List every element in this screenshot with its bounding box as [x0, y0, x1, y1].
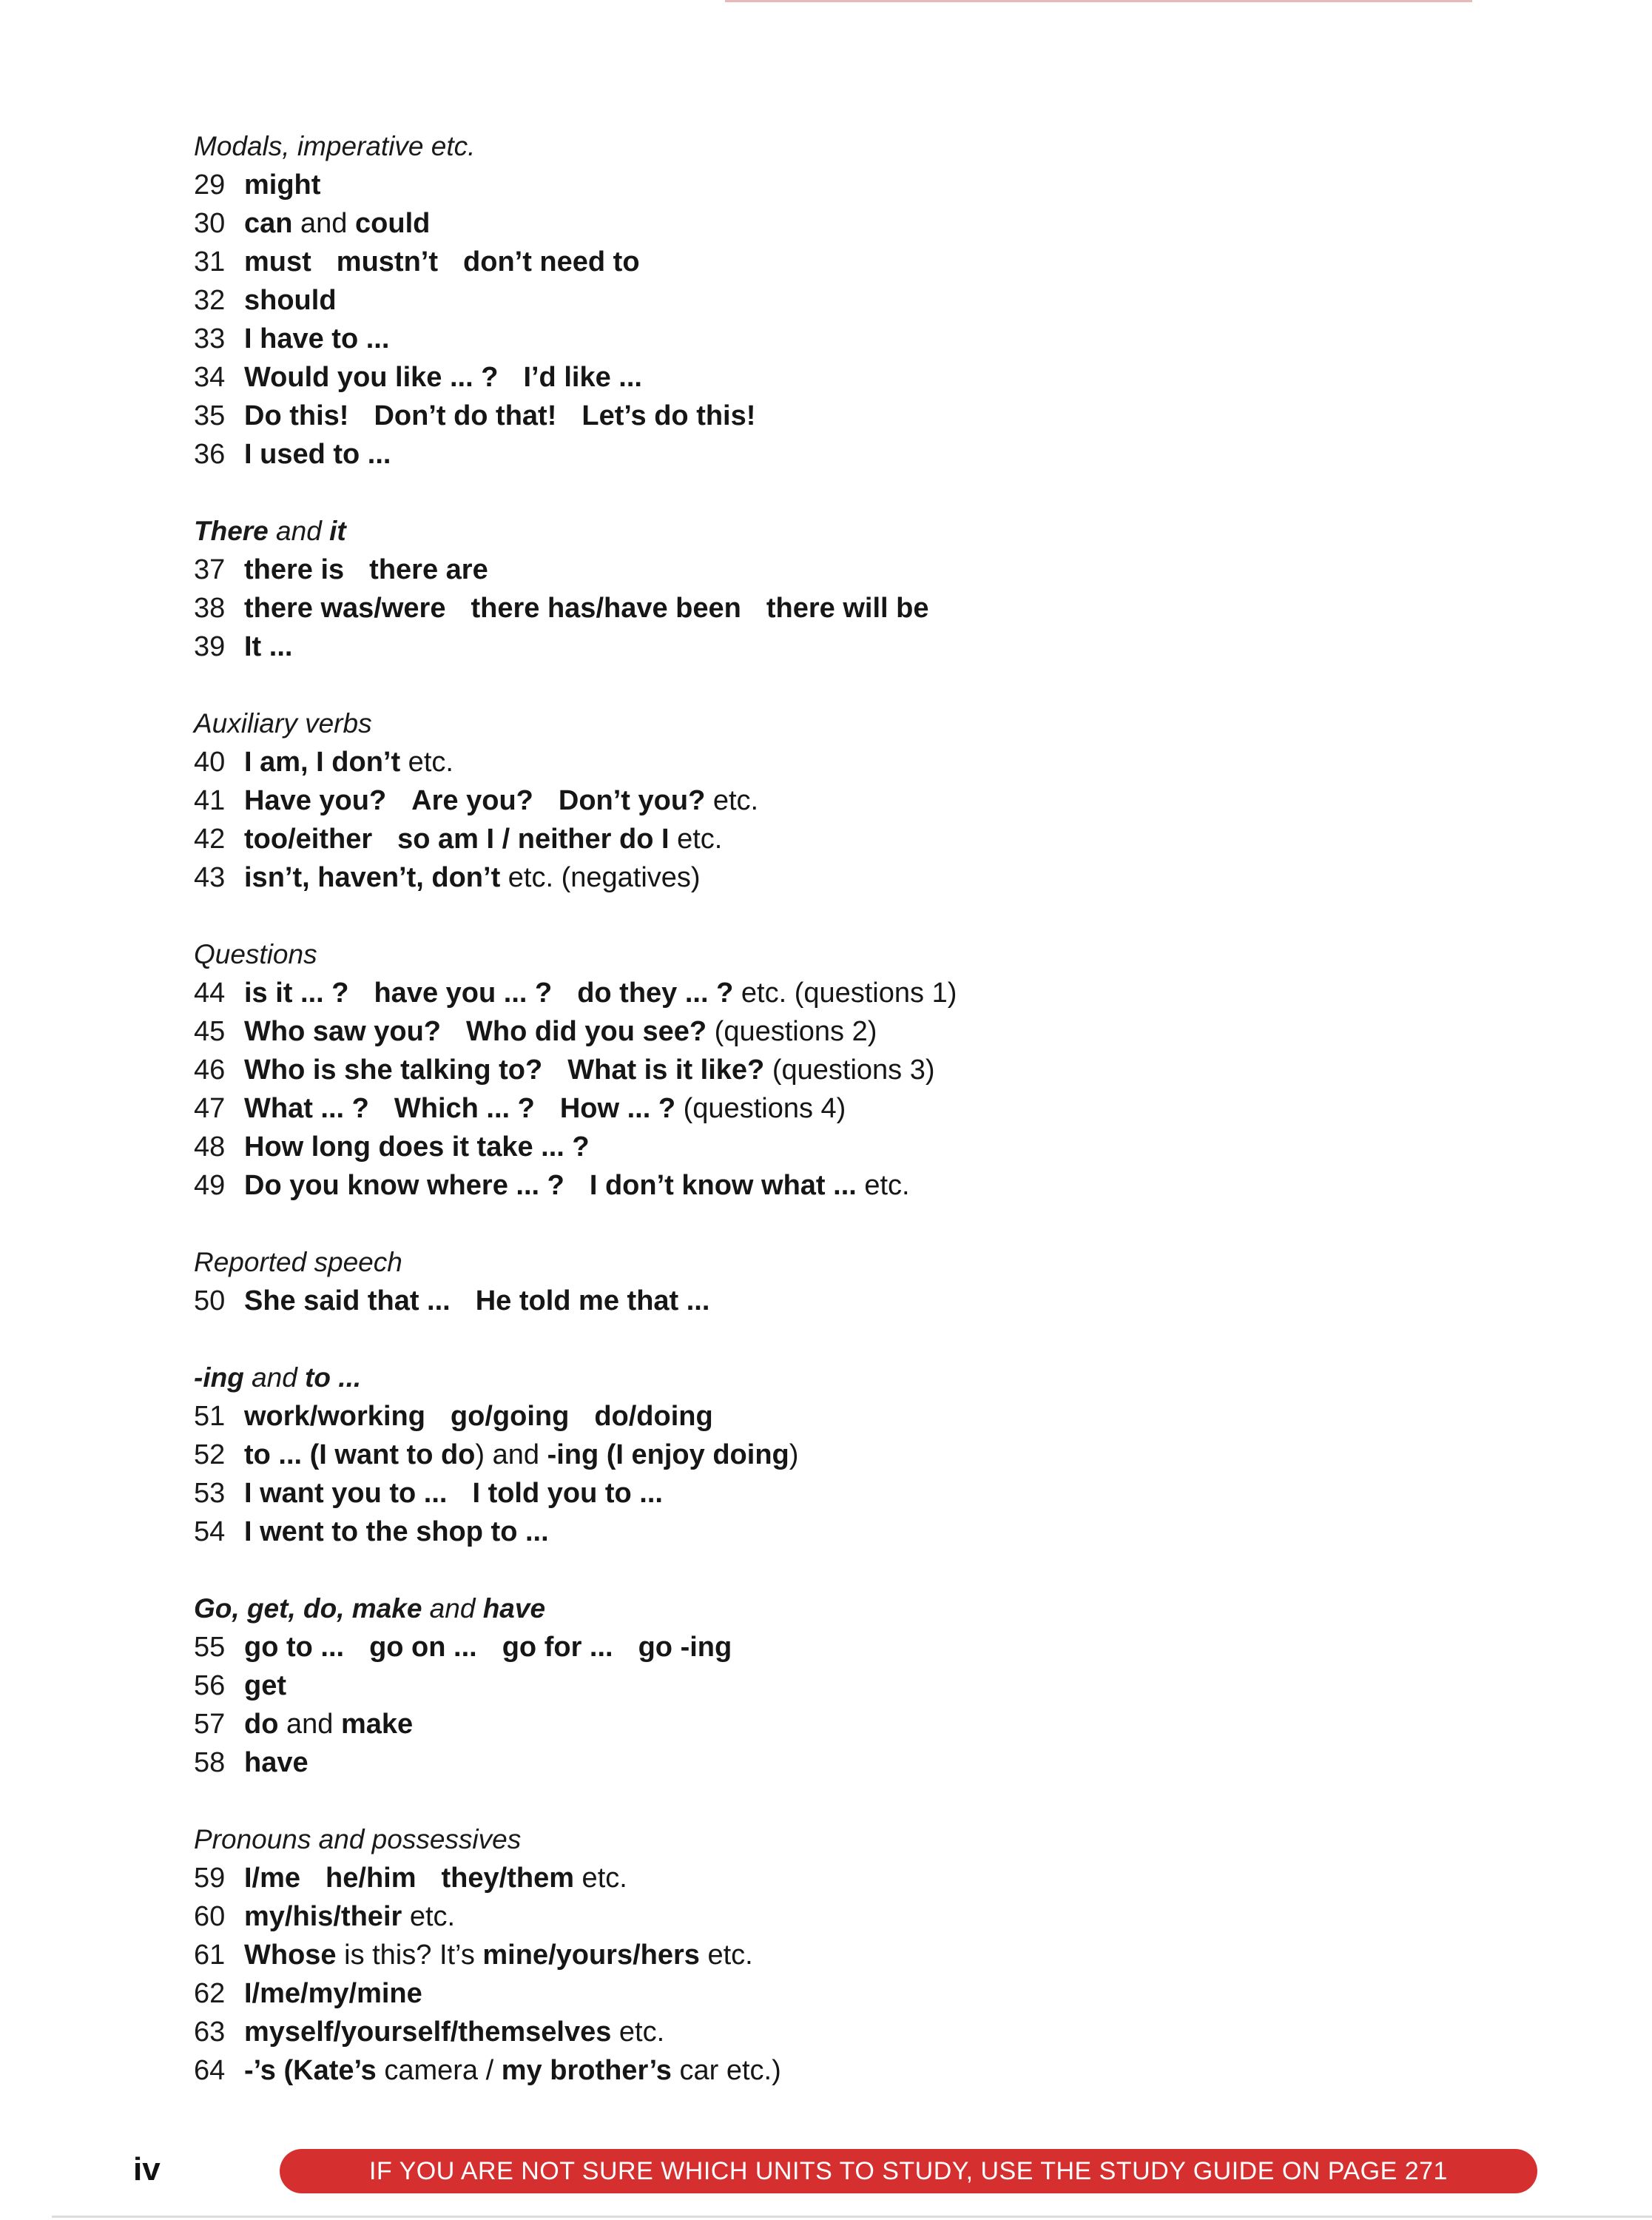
- unit-number: 39: [194, 631, 226, 662]
- unit-title-text: car etc.): [671, 2055, 781, 2086]
- unit-title-text: -ing (I enjoy doing: [547, 1439, 789, 1470]
- unit-title-text: is it ... ?: [244, 978, 349, 1009]
- unit-title-text: my/his/their: [244, 1901, 402, 1932]
- unit-number: 44: [194, 978, 226, 1009]
- section: [194, 1359, 1525, 1551]
- unit-entry[interactable]: [194, 320, 1525, 358]
- unit-title-text: my brother’s: [501, 2055, 672, 2086]
- unit-entry[interactable]: [194, 281, 1525, 320]
- section: [194, 1590, 1525, 1782]
- unit-title-text: Who saw you?: [244, 1016, 441, 1047]
- page-number: iv: [133, 2151, 161, 2187]
- unit-title-text: go -ing: [638, 1632, 732, 1663]
- unit-number: 60: [194, 1901, 226, 1932]
- top-rule: [725, 0, 1472, 2]
- unit-entry[interactable]: [194, 166, 1525, 204]
- unit-number: 57: [194, 1709, 226, 1740]
- unit-entry[interactable]: [194, 243, 1525, 281]
- unit-entry[interactable]: [194, 820, 1525, 858]
- unit-title-text: etc.: [574, 1863, 627, 1894]
- section: [194, 127, 1525, 474]
- unit-title-text: What is it like?: [567, 1054, 765, 1086]
- unit-title-text: so am I / neither do I: [397, 824, 670, 855]
- unit-title-text: etc. (negatives): [500, 862, 701, 893]
- unit-entry[interactable]: [194, 1397, 1525, 1436]
- unit-title-text: etc.: [856, 1170, 910, 1201]
- unit-title-text: Do this!: [244, 400, 349, 431]
- unit-title-text: (questions 2): [707, 1016, 877, 1047]
- unit-title-text: etc.: [699, 1940, 753, 1971]
- unit-title-text: I told you to ...: [472, 1478, 663, 1509]
- unit-entry[interactable]: [194, 1628, 1525, 1666]
- unit-title-text: should: [244, 285, 337, 316]
- unit-entry[interactable]: [194, 781, 1525, 820]
- section-title: [194, 512, 1525, 551]
- section-title-part: -ing: [194, 1362, 244, 1393]
- section-title-part: and: [422, 1593, 483, 1624]
- unit-title-text: there has/have been: [471, 593, 741, 624]
- unit-number: 48: [194, 1131, 226, 1163]
- unit-title-text: might: [244, 169, 321, 201]
- unit-entry[interactable]: [194, 1859, 1525, 1897]
- unit-title-text: (questions 3): [764, 1054, 935, 1086]
- unit-title-text: do they ... ?: [577, 978, 734, 1009]
- unit-entry[interactable]: [194, 435, 1525, 474]
- unit-entry[interactable]: [194, 1474, 1525, 1513]
- unit-entry[interactable]: [194, 974, 1525, 1012]
- unit-entry[interactable]: [194, 858, 1525, 897]
- unit-title-text: Let’s do this!: [581, 400, 756, 431]
- section-title-part: Questions: [194, 939, 317, 969]
- unit-entry[interactable]: [194, 1128, 1525, 1166]
- unit-title-text: camera /: [376, 2055, 502, 2086]
- unit-number: 55: [194, 1632, 226, 1663]
- unit-entry[interactable]: [194, 397, 1525, 435]
- unit-title-text: Don’t do that!: [374, 400, 557, 431]
- unit-entry[interactable]: [194, 1974, 1525, 2013]
- unit-entry[interactable]: [194, 743, 1525, 781]
- unit-entry[interactable]: [194, 2051, 1525, 2090]
- unit-entry[interactable]: [194, 628, 1525, 666]
- section: [194, 1820, 1525, 2090]
- unit-number: 37: [194, 554, 226, 585]
- unit-title-text: Are you?: [411, 785, 533, 816]
- unit-title-text: I/me: [244, 1863, 301, 1894]
- unit-number: 52: [194, 1439, 226, 1470]
- section-title: [194, 1820, 1525, 1859]
- section-title-part: it: [329, 516, 346, 546]
- section-title: [194, 1359, 1525, 1397]
- unit-title-text: ) and: [475, 1439, 547, 1470]
- unit-title-text: is this? It’s: [336, 1940, 483, 1971]
- unit-title-text: Do you know where ... ?: [244, 1170, 564, 1201]
- unit-number: 50: [194, 1285, 226, 1316]
- unit-title-text: mine/yours/hers: [482, 1940, 700, 1971]
- unit-title-text: have: [244, 1747, 309, 1778]
- unit-title-text: I went to the shop to ...: [244, 1516, 549, 1547]
- unit-title-text: How long does it take ... ?: [244, 1131, 590, 1163]
- section-title-part: and: [243, 1362, 306, 1393]
- unit-title-text: etc.: [402, 1901, 456, 1932]
- unit-title-text: he/him: [326, 1863, 417, 1894]
- bottom-rule: [52, 2216, 1652, 2218]
- unit-title-text: Who did you see?: [466, 1016, 707, 1047]
- unit-title-text: could: [355, 208, 431, 239]
- unit-title-text: there are: [369, 554, 488, 585]
- section-title: [194, 935, 1525, 974]
- section-title-part: Go, get, do, make: [194, 1593, 422, 1624]
- unit-number: 47: [194, 1093, 226, 1124]
- unit-title-text: do: [244, 1709, 279, 1740]
- unit-title-text: get: [244, 1670, 286, 1701]
- unit-title-text: I have to ...: [244, 323, 390, 354]
- unit-title-text: must: [244, 246, 311, 278]
- study-guide-banner: [280, 2149, 1537, 2193]
- unit-entry[interactable]: [194, 1051, 1525, 1089]
- section: [194, 704, 1525, 897]
- unit-title-text: mustn’t: [336, 246, 439, 278]
- unit-title-text: -’s (Kate’s: [244, 2055, 377, 2086]
- unit-title-text: I used to ...: [244, 439, 391, 470]
- unit-title-text: Which ... ?: [394, 1093, 535, 1124]
- unit-number: 33: [194, 323, 226, 354]
- unit-number: 59: [194, 1863, 226, 1894]
- unit-entry[interactable]: [194, 1282, 1525, 1320]
- unit-number: 58: [194, 1747, 226, 1778]
- unit-title-text: I want you to ...: [244, 1478, 448, 1509]
- unit-number: 56: [194, 1670, 226, 1701]
- unit-title-text: to ... (I want to do: [244, 1439, 476, 1470]
- unit-entry[interactable]: [194, 551, 1525, 589]
- section-title-part: Auxiliary verbs: [194, 708, 372, 739]
- section-title: [194, 127, 1525, 166]
- unit-number: 38: [194, 593, 226, 624]
- unit-title-text: make: [340, 1709, 414, 1740]
- unit-title-text: there will be: [766, 593, 929, 624]
- section-title-part: Reported speech: [194, 1247, 402, 1277]
- section-title-part: Modals, imperative etc.: [194, 131, 476, 161]
- section: [194, 1243, 1525, 1320]
- unit-title-text: go/going: [450, 1401, 570, 1432]
- unit-entry[interactable]: [194, 1666, 1525, 1705]
- unit-title-text: they/them: [441, 1863, 574, 1894]
- unit-title-text: I’d like ...: [523, 362, 642, 393]
- unit-title-text: and: [292, 208, 356, 239]
- contents-list: [194, 127, 1525, 2128]
- unit-number: 42: [194, 824, 226, 855]
- unit-number: 51: [194, 1401, 226, 1432]
- unit-entry[interactable]: [194, 1936, 1525, 1974]
- unit-entry[interactable]: [194, 1166, 1525, 1205]
- section-title-part: have: [482, 1593, 546, 1624]
- unit-title-text: there is: [244, 554, 345, 585]
- unit-title-text: don’t need to: [463, 246, 640, 278]
- unit-entry[interactable]: [194, 1012, 1525, 1051]
- unit-title-text: Would you like ... ?: [244, 362, 499, 393]
- unit-title-text: go on ...: [369, 1632, 477, 1663]
- unit-title-text: myself/yourself/themselves: [244, 2016, 612, 2048]
- unit-entry[interactable]: [194, 204, 1525, 243]
- unit-title-text: It ...: [244, 631, 293, 662]
- unit-number: 62: [194, 1978, 226, 2009]
- unit-entry[interactable]: [194, 589, 1525, 628]
- section-title: [194, 704, 1525, 743]
- unit-title-text: etc. (questions 1): [733, 978, 957, 1009]
- unit-title-text: Have you?: [244, 785, 387, 816]
- unit-title-text: I/me/my/mine: [244, 1978, 422, 2009]
- unit-title-text: Whose: [244, 1940, 337, 1971]
- unit-entry[interactable]: [194, 1743, 1525, 1782]
- unit-number: 41: [194, 785, 226, 816]
- unit-number: 63: [194, 2016, 226, 2048]
- section-title: [194, 1590, 1525, 1628]
- unit-entry[interactable]: [194, 1897, 1525, 1936]
- unit-entry[interactable]: [194, 1089, 1525, 1128]
- section: [194, 512, 1525, 666]
- unit-title-text: I am, I don’t: [244, 747, 401, 778]
- unit-number: 61: [194, 1940, 226, 1971]
- section-title-part: to ...: [305, 1362, 362, 1393]
- unit-title-text: do/doing: [594, 1401, 713, 1432]
- unit-title-text: etc.: [705, 785, 759, 816]
- unit-title-text: etc.: [669, 824, 723, 855]
- unit-entry[interactable]: [194, 358, 1525, 397]
- unit-number: 45: [194, 1016, 226, 1047]
- unit-title-text: Who is she talking to?: [244, 1054, 543, 1086]
- unit-entry[interactable]: [194, 1705, 1525, 1743]
- unit-number: 49: [194, 1170, 226, 1201]
- unit-title-text: work/working: [244, 1401, 425, 1432]
- unit-number: 30: [194, 208, 226, 239]
- unit-title-text: How ... ?: [559, 1093, 676, 1124]
- unit-entry[interactable]: [194, 1513, 1525, 1551]
- unit-title-text: isn’t, haven’t, don’t: [244, 862, 501, 893]
- unit-number: 64: [194, 2055, 226, 2086]
- unit-number: 31: [194, 246, 226, 278]
- study-guide-banner-text: IF YOU ARE NOT SURE WHICH UNITS TO STUDY, USE THE STUDY GUIDE ON PAGE 271: [369, 2156, 1448, 2185]
- unit-title-text: ): [789, 1439, 799, 1470]
- unit-title-text: there was/were: [244, 593, 446, 624]
- unit-title-text: I don’t know what ...: [589, 1170, 857, 1201]
- unit-title-text: and: [278, 1709, 341, 1740]
- unit-title-text: etc.: [611, 2016, 665, 2048]
- unit-number: 46: [194, 1054, 226, 1086]
- unit-number: 35: [194, 400, 226, 431]
- unit-number: 53: [194, 1478, 226, 1509]
- unit-title-text: can: [244, 208, 293, 239]
- unit-number: 34: [194, 362, 226, 393]
- unit-title-text: (questions 4): [675, 1093, 846, 1124]
- unit-title-text: etc.: [400, 747, 454, 778]
- unit-title-text: go to ...: [244, 1632, 345, 1663]
- unit-number: 43: [194, 862, 226, 893]
- section: [194, 935, 1525, 1205]
- unit-number: 54: [194, 1516, 226, 1547]
- unit-entry[interactable]: [194, 2013, 1525, 2051]
- unit-number: 40: [194, 747, 226, 778]
- unit-number: 29: [194, 169, 226, 201]
- unit-title-text: Don’t you?: [558, 785, 706, 816]
- section-title-part: Pronouns and possessives: [194, 1824, 522, 1854]
- unit-title-text: What ... ?: [244, 1093, 369, 1124]
- unit-title-text: go for ...: [502, 1632, 613, 1663]
- section-title-part: and: [268, 516, 330, 546]
- unit-title-text: have you ... ?: [374, 978, 553, 1009]
- section-title-part: There: [194, 516, 269, 546]
- unit-title-text: He told me that ...: [475, 1285, 710, 1316]
- unit-title-text: too/either: [244, 824, 373, 855]
- section-title: [194, 1243, 1525, 1282]
- unit-number: 32: [194, 285, 226, 316]
- unit-number: 36: [194, 439, 226, 470]
- unit-title-text: She said that ...: [244, 1285, 451, 1316]
- unit-entry[interactable]: [194, 1436, 1525, 1474]
